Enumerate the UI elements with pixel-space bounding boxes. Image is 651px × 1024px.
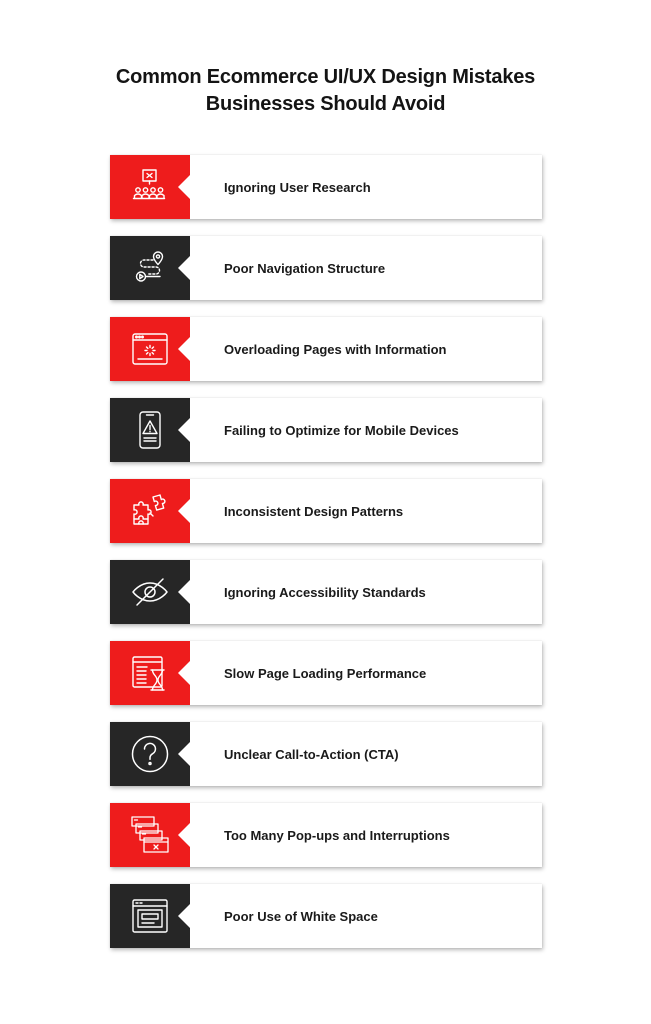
overloaded-browser-icon xyxy=(130,329,170,369)
item-label: Unclear Call-to-Action (CTA) xyxy=(224,746,399,762)
item-label: Too Many Pop-ups and Interruptions xyxy=(224,827,450,843)
list-item xyxy=(110,155,542,219)
item-label: Inconsistent Design Patterns xyxy=(224,503,404,519)
stacked-popups-icon xyxy=(130,815,170,855)
list-item xyxy=(110,803,542,867)
list-item xyxy=(110,641,542,705)
eye-crossed-icon xyxy=(130,572,170,612)
puzzle-pieces-icon xyxy=(130,491,170,531)
mistakes-list xyxy=(110,155,542,965)
list-item xyxy=(110,398,542,462)
list-item xyxy=(110,560,542,624)
item-label: Poor Use of White Space xyxy=(224,908,378,924)
navigation-route-icon xyxy=(130,248,170,288)
item-label: Failing to Optimize for Mobile Devices xyxy=(224,422,459,438)
item-label: Ignoring User Research xyxy=(224,179,371,195)
page-title xyxy=(0,64,651,118)
list-item xyxy=(110,317,542,381)
list-item xyxy=(110,884,542,948)
title-line-1: Common Ecommerce UI/UX Design Mistakes xyxy=(115,66,536,88)
question-mark-icon xyxy=(130,734,170,774)
list-item xyxy=(110,236,542,300)
hourglass-page-icon xyxy=(130,653,170,693)
item-label: Poor Navigation Structure xyxy=(224,260,386,276)
item-label: Slow Page Loading Performance xyxy=(224,665,427,681)
list-item xyxy=(110,479,542,543)
browser-window-icon xyxy=(130,896,170,936)
user-research-icon xyxy=(130,167,170,207)
item-label: Overloading Pages with Information xyxy=(224,341,447,357)
title-line-2: Businesses Should Avoid xyxy=(205,93,446,115)
mobile-warning-icon xyxy=(130,410,170,450)
list-item xyxy=(110,722,542,786)
item-label: Ignoring Accessibility Standards xyxy=(224,584,426,600)
